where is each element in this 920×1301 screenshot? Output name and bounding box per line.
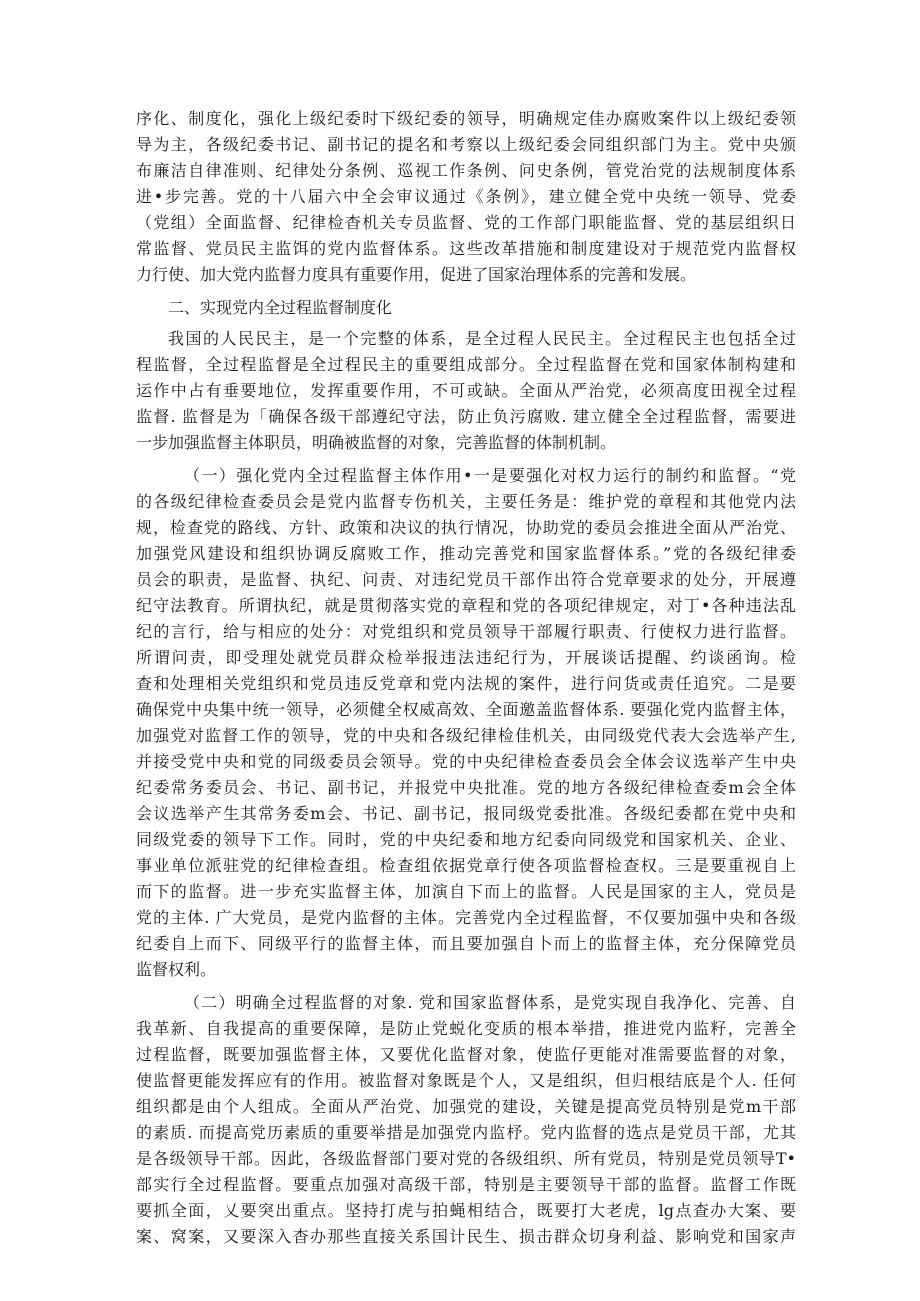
text-line: （一）强化党内全过程监督主体作用•一是要强化对权力运行的制约和监督。“党	[184, 466, 796, 485]
text-line: 纪委自上而下、同级平行的监督主体，而且要加强自卜而上的监督主体，充分保障党员	[136, 934, 796, 953]
document-body	[136, 106, 796, 1257]
text-line: 查和处理相关党组织和党员违反党章和党内法规的案件，进行问货或责任追究。二是要	[136, 674, 796, 693]
text-line: 组织都是由个人组成。全面从严治党、加强党的建设，关键是提高党员特别是党m干部	[136, 1097, 796, 1116]
text-line: 所谓问责，即受理处就党员群众检举报违法违纪行为，开展谈话提醒、约谈函询。检	[136, 648, 796, 667]
text-line: 确保党中央集中统一领导，必须健全权威高效、全面邀盖监督体系. 要强化党内监督主体，	[136, 700, 796, 719]
text-line: 使监督更能发挥应有的作用。被监督对象既是个人，又是组织，但归根结底是个人. 任何	[136, 1071, 796, 1090]
text-line: 布廉洁自律准则、纪律处分条例、巡视工作条例、问史条例，管党治党的法规制度体系	[136, 161, 796, 180]
text-line: 纪的言行，给与相应的处分：对党组织和党员领导干部履行职责、行使权力进行监督。	[136, 622, 796, 641]
text-line: 员会的职责，是监督、执纪、问责、对违纪党员干部作出符合党章要求的处分，开展遵	[136, 570, 796, 589]
text-line: 部实行全过程监督。要重点加强对高级干部，特别是主要领导干部的监督。监督工作既	[136, 1175, 796, 1194]
paragraph	[136, 326, 796, 456]
text-line: 我革新、自我提高的重要保障，是防止党蜕化变质的根本举措，推进党内监籽，完善全	[136, 1019, 796, 1038]
text-line: 运作中占有垂要地位，发挥重要作用，不可或缺。全面从严治党，必须高度田视全过程	[136, 381, 796, 400]
paragraph	[136, 463, 796, 983]
text-line: 同级党委的领导下工作。同时，党的中央纪委和地方纪委向同级党和国家机关、企业、	[136, 830, 796, 849]
text-line: 事业单位派驻党的纪律检查组。检查组依据党章行使各项监督检查权。三是要重视自上	[136, 856, 796, 875]
section-heading	[136, 295, 796, 321]
text-line: 程监督，全过程监督是全过程民主的重要组成部分。全过程监督在党和国家体制构建和	[136, 355, 796, 374]
text-line: 力行使、加大党内监督力度具有重要作用，促进了国家治理体系的完善和发展。	[136, 265, 697, 284]
text-line: 党的主体. 广大党员，是党内监督的主体。完善党内全过程监督，不仅要加强中央和各级	[136, 908, 796, 927]
text-line: 序化、制度化，强化上级纪委时下级纪委的领导，明确规定佳办腐败案件以上级纪委领	[136, 109, 796, 128]
text-line: 进•步完善。党的十八届六中全会审议通过《条例》，建立健全党中央统一领导、党委	[136, 187, 796, 206]
text-line: 加强党对监督工作的领导，党的中央和各级纪律检佳机关，由同级党代表大会选举产生,	[136, 726, 796, 745]
text-line: 导为主，各级纪委书记、副书记的提名和考察以上级纪委会同组织部门为主。党中央颁	[136, 135, 796, 154]
text-line: 过程监督，既要加强监督主体，又要优化监督对象，使监仔更能对准需要监督的对象，	[136, 1045, 796, 1064]
text-line: 会议选举产生其常务委m会、书记、副书记，报同级党委批准。各级纪委都在党中央和	[136, 804, 796, 823]
text-line: 一步加强监督主体职员，明确被监督的对象，完善监督的体制机制。	[136, 433, 617, 452]
text-line: 是各级领导干部。因此，各级监督部门要对党的各级组织、所有党员，特别是党员领导T•	[136, 1149, 796, 1168]
text-line: 纪守法教育。所谓执纪，就是贯彻落实党的章程和党的各项纪律规定，对丁•各种违法乱	[136, 596, 796, 615]
text-line: 要抓全面，乂要突出重点。坚持打虎与拍蝇相结合，既要打大老虎，lg点查办大案、要	[136, 1201, 796, 1220]
text-line: 的素质. 而提高党历素质的重要举措是加强党内监杼。党内监督的选点是党员干部，尤其	[136, 1123, 796, 1142]
paragraph	[136, 106, 796, 288]
text-line: 并接受党中央和党的同级委员会领导。党的中央纪律检查委员会全体会议选举产生中央	[136, 752, 796, 771]
text-line: 的各级纪律检查委员会是党内监督专伤机关，主要任务是：维护党的章程和其他党内法	[136, 492, 796, 511]
text-line: 常监督、党员民主监饵的党内监督体系。这些改革措施和制度建设对于规范党内监督权	[136, 239, 796, 258]
text-line: 案、窝案，又要深入杳办那些直接关系国计民生、损击群众切身利益、影响党和国家声	[136, 1227, 796, 1246]
text-line: 监督. 监督是为「确保各级干部遵纪守法，防止负污腐败. 建立健全全过程监督，需要进	[136, 407, 796, 426]
text-line: （二）明确全过程监督的对象. 党和国家监督体系，是党实现自我净化、完善、自	[184, 993, 796, 1012]
text-line: 加强党风建设和组织协调反腐败工作，推动完善党和国家监督体系。”党的各级纪律委	[136, 544, 796, 563]
text-line: 纪委常务委员会、书记、副书记，并报党中央批准。党的地方各级纪律检查委m会全体	[136, 778, 796, 797]
text-line: 而下的监督。进一步充实监督主体，加演自下而上的监督。人民是国家的主人，党员是	[136, 882, 796, 901]
text-line: 监督权利。	[136, 960, 217, 979]
text-line: （党组）全面监督、纪律检杳机关专员监督、党的工作部门职能监督、党的基层组织日	[136, 213, 796, 232]
text-line: 规，检查党的路线、方针、政策和决议的执行情况，协助党的委员会推进全面从严治党、	[136, 518, 796, 537]
text-line: 二、实现党内全过程监督制度化	[168, 298, 393, 317]
paragraph	[136, 990, 796, 1250]
text-line: 我国的人民民主，是一个完整的体系，是全过程人民民主。全过程民主也包括全过	[168, 329, 796, 348]
